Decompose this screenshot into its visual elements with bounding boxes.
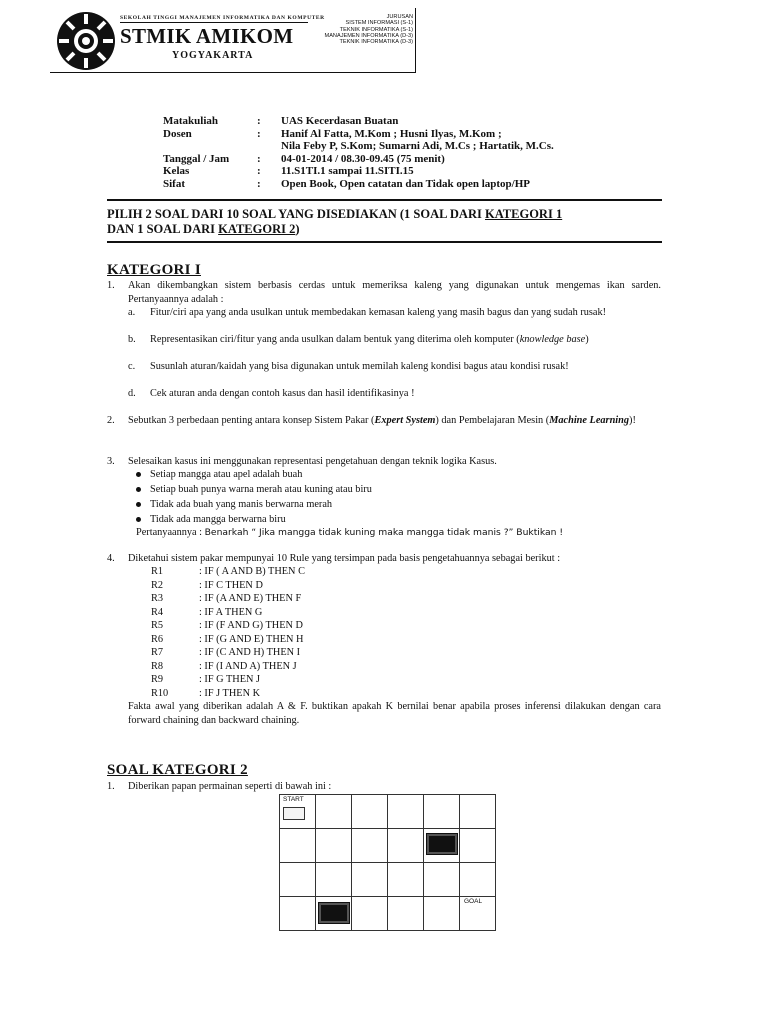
board-cell [388, 829, 424, 863]
nature-value: Open Book, Open catatan dan Tidak open laptop/HP [281, 177, 530, 190]
info-label: Tanggal / Jam [163, 152, 230, 165]
class-value: 11.S1TI.1 sampai 11.SITI.15 [281, 165, 414, 177]
board-cell [280, 897, 316, 931]
game-board [279, 794, 496, 931]
subitem-label: a. [128, 307, 136, 318]
board-cell [388, 863, 424, 897]
instruction-part: DAN 1 SOAL DARI [107, 222, 219, 236]
question-1d-text: Cek aturan anda dengan contoh kasus dan hasil identifikasinya ! [150, 388, 415, 399]
rule-id: R5 [151, 620, 164, 631]
board-cell [316, 829, 352, 863]
question-2-text: Sebutkan 3 perbedaan penting antara konsep Sistem Pakar (Expert System) dan Pembelajaran Mesin (Machine Learning)! [128, 415, 636, 426]
rule-body: : IF A THEN G [199, 606, 263, 618]
question-number: 1. [107, 781, 115, 792]
rule-id: R4 [151, 606, 164, 618]
info-colon: : [257, 152, 261, 165]
department-item: TEKNIK INFORMATIKA (D-3) [339, 39, 413, 46]
rule-body: : IF (F AND G) THEN D [199, 620, 303, 631]
header-divider [120, 22, 308, 23]
info-colon: : [257, 127, 261, 140]
board-cell [424, 897, 460, 931]
instruction-bottom-rule [107, 241, 662, 243]
info-label: Matakuliah [163, 115, 219, 127]
department-item: TEKNIK INFORMATIKA (S-1) [339, 26, 413, 33]
rule-id: R9 [151, 674, 164, 685]
premise-item: Setiap buah punya warna merah atau kuning atau biru [136, 483, 372, 497]
rule-id: R3 [151, 593, 164, 604]
rule-id: R1 [151, 566, 164, 577]
institution-full-name: SEKOLAH TINGGI MANAJEMEN INFORMATIKA DAN KOMPUTER [120, 15, 325, 21]
board-cell [352, 829, 388, 863]
instruction-part: ) [295, 222, 300, 236]
board-cell [316, 795, 352, 829]
exam-info-table [163, 115, 554, 190]
lecturer-value: Hanif Al Fatta, M.Kom ; Husni Ilyas, M.Kom ; [281, 127, 502, 140]
category-2-ref: KATEGORI 2 [218, 222, 296, 236]
start-label: START [283, 796, 304, 803]
category-1-heading: KATEGORI I [107, 262, 201, 278]
course-value: UAS Kecerdasan Buatan [281, 115, 399, 127]
board-cell [388, 795, 424, 829]
question-number: 4. [107, 553, 115, 564]
lecturer-value-cont: Nila Feby P, S.Kom; Sumarni Adi, M.Cs ; Hartatik, M.Cs. [281, 140, 554, 152]
board-cell [460, 795, 496, 829]
rule-id: R10 [151, 687, 169, 699]
question-1b-text: Representasikan ciri/fitur yang anda usulkan dalam bentuk yang diterima oleh komputer (knowledge base) [150, 334, 589, 345]
rule-body: : IF J THEN K [199, 687, 261, 699]
board-cell-obstacle [424, 829, 460, 863]
question-1c-text: Susunlah aturan/kaidah yang bisa digunakan untuk memilah kaleng kondisi bagus atau kondisi rusak! [150, 361, 569, 372]
premise-item: Setiap mangga atau apel adalah buah [136, 468, 302, 482]
info-label: Sifat [163, 177, 185, 190]
question-4-closing: Fakta awal yang diberikan adalah A & F. buktikan apakah K bernilai benar apabila proses inferensi dilakukan dengan cara forward chaining dan backward chaining. [128, 701, 661, 726]
question-4-text: Diketahui sistem pakar mempunyai 10 Rule yang tersimpan pada basis pengetahuannya sebagai berikut : [128, 553, 561, 564]
department-item: MANAJEMEN INFORMATIKA (D-3) [324, 32, 413, 39]
instruction-text [107, 207, 667, 237]
question-number: 3. [107, 456, 115, 467]
instruction-part: PILIH 2 SOAL DARI 10 SOAL YANG DISEDIAKAN (1 SOAL DARI [107, 207, 485, 221]
board-cell [352, 795, 388, 829]
board-cell [280, 863, 316, 897]
rule-body: : IF G THEN J [199, 674, 261, 685]
board-cell [424, 863, 460, 897]
category-2-question-1-text: Diberikan papan permainan seperti di bawah ini : [128, 781, 332, 792]
info-colon: : [257, 165, 261, 177]
goal-label: GOAL [464, 898, 483, 905]
date-value: 04-01-2014 / 08.30-09.45 (75 menit) [281, 152, 445, 165]
rule-body: : IF (C AND H) THEN I [199, 647, 301, 658]
info-colon: : [257, 177, 261, 190]
question-3-prompt: Pertanyaannya : Benarkah “ Jika mangga tidak kuning maka mangga tidak manis ?” Buktikan ! [136, 527, 564, 538]
rule-body: : IF (I AND A) THEN J [199, 660, 297, 672]
premise-item: Tidak ada mangga berwarna biru [136, 513, 286, 527]
subitem-label: c. [128, 361, 136, 372]
board-cell [280, 829, 316, 863]
rule-id: R6 [151, 633, 164, 645]
board-cell [388, 897, 424, 931]
institution-name: STMIK AMIKOM [120, 24, 294, 48]
rule-body: : IF ( A AND B) THEN C [199, 566, 305, 577]
subitem-label: d. [128, 388, 136, 399]
board-cell-start [280, 795, 316, 829]
category-2-heading: SOAL KATEGORI 2 [107, 762, 248, 778]
rule-id: R7 [151, 647, 164, 658]
subitem-label: b. [128, 334, 136, 345]
instruction-top-rule [107, 199, 662, 201]
amikom-logo-icon [55, 10, 117, 72]
department-item: SISTEM INFORMASI (S-1) [345, 20, 413, 27]
question-number: 2. [107, 415, 115, 426]
start-piece [283, 807, 305, 820]
obstacle-block [427, 834, 457, 854]
question-number: 1. [107, 280, 115, 291]
obstacle-block [319, 903, 349, 923]
rule-body: : IF C THEN D [199, 579, 263, 591]
board-cell [352, 863, 388, 897]
department-heading: JURUSAN [386, 14, 413, 20]
board-cell [460, 829, 496, 863]
premise-item: Tidak ada buah yang manis berwarna merah [136, 498, 332, 512]
department-list [305, 14, 413, 45]
board-cell [352, 897, 388, 931]
question-1a-text: Fitur/ciri apa yang anda usulkan untuk membedakan kemasan kaleng yang masih bagus dan yang sudah rusak! [150, 307, 607, 318]
rule-body: : IF (A AND E) THEN F [199, 593, 302, 604]
info-colon: : [257, 115, 261, 127]
question-1-text: Akan dikembangkan sistem berbasis cerdas untuk memeriksa kaleng yang digunakan untuk mengemas ikan sarden. Pertanyaannya adalah : [128, 280, 661, 305]
board-cell [460, 863, 496, 897]
board-cell-goal [460, 897, 496, 931]
board-cell [424, 795, 460, 829]
board-cell-obstacle [316, 897, 352, 931]
category-1-ref: KATEGORI 1 [484, 207, 563, 221]
rule-id: R8 [151, 660, 164, 672]
board-cell [316, 863, 352, 897]
info-label: Dosen [163, 127, 192, 140]
institution-city: YOGYAKARTA [172, 50, 254, 61]
question-3-text: Selesaikan kasus ini menggunakan representasi pengetahuan dengan teknik logika Kasus. [128, 456, 497, 467]
rule-id: R2 [151, 579, 164, 591]
info-label: Kelas [163, 165, 190, 177]
rule-body: : IF (G AND E) THEN H [199, 633, 304, 645]
